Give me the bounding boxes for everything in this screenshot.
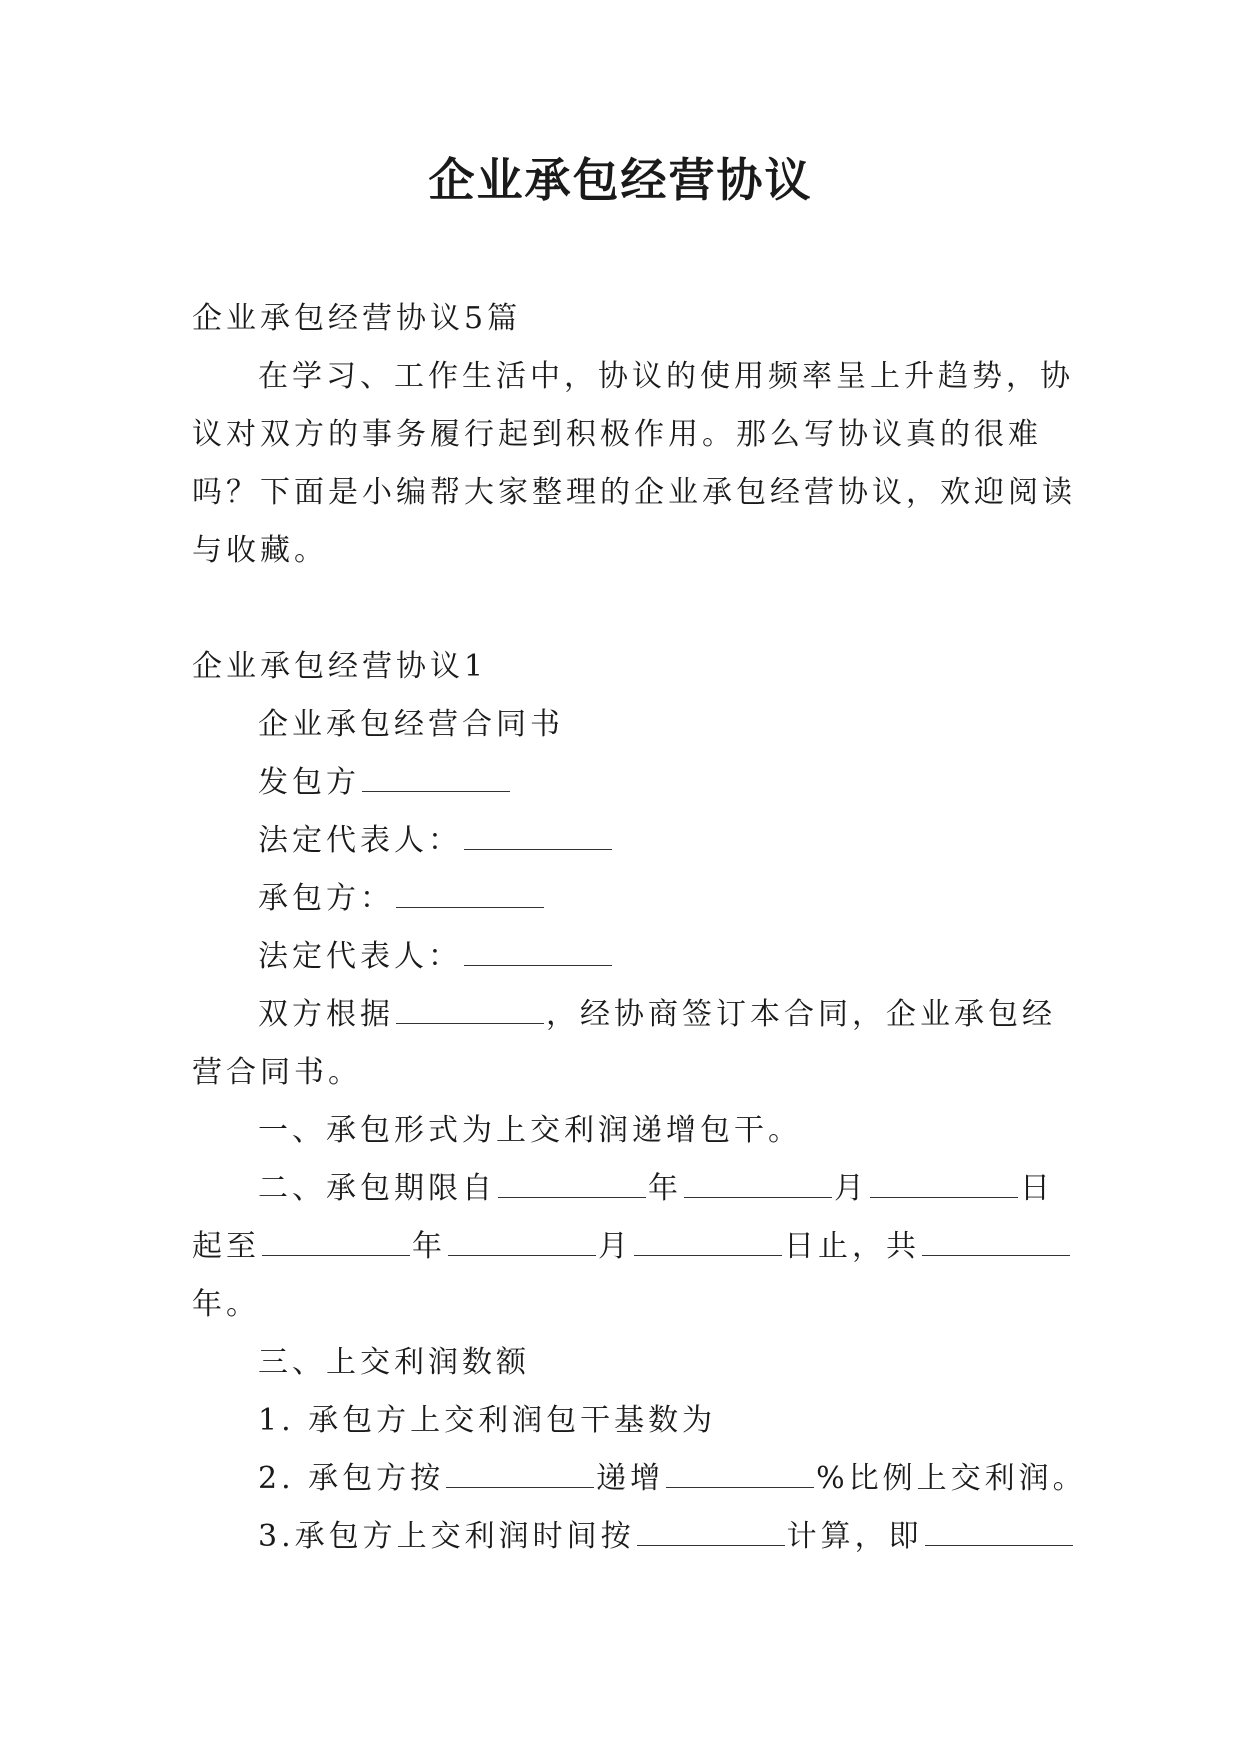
contract-title: 企业承包经营合同书	[258, 707, 564, 742]
item-2-suffix: %比例上交利润。	[816, 1461, 1087, 1496]
item-3-prefix: 3.承包方上交利润时间按	[258, 1519, 635, 1554]
item-2-blank-2	[666, 1461, 814, 1488]
start-day-blank	[870, 1171, 1018, 1198]
section-1-heading: 企业承包经营协议1	[192, 649, 488, 684]
start-day-label: 日	[1020, 1171, 1054, 1206]
party-b-blank	[396, 881, 544, 908]
basis-line-2: 营合同书。	[192, 1055, 362, 1090]
clause-2-line2-prefix: 起至	[192, 1229, 260, 1264]
item-3-blank-2	[925, 1519, 1073, 1546]
end-day-blank	[634, 1229, 782, 1256]
end-year-blank	[262, 1229, 410, 1256]
party-a-row	[192, 754, 1052, 812]
intro-line-4: 与收藏。	[192, 533, 328, 568]
legal-rep-b-row	[192, 928, 1052, 986]
item-1: 1. 承包方上交利润包干基数为	[258, 1403, 717, 1438]
legal-rep-a-row	[192, 812, 1052, 870]
basis-prefix: 双方根据	[258, 997, 394, 1032]
clause-2-row-2	[192, 1218, 1052, 1276]
spacer	[192, 580, 1052, 638]
legal-rep-b-label: 法定代表人：	[258, 939, 462, 974]
end-month-blank	[448, 1229, 596, 1256]
clause-2-row	[192, 1160, 1052, 1218]
item-3-mid: 计算，即	[786, 1519, 923, 1554]
basis-suffix: ，经协商签订本合同，企业承包经	[546, 997, 1056, 1032]
basis-row	[192, 986, 1056, 1044]
clause-1: 一、承包形式为上交利润递增包干。	[258, 1113, 802, 1148]
basis-blank	[396, 997, 544, 1024]
end-month-label: 月	[598, 1229, 632, 1264]
document-title: 企业承包经营协议	[428, 153, 813, 207]
total-years-blank	[922, 1229, 1070, 1256]
start-month-label: 月	[834, 1171, 868, 1206]
legal-rep-a-label: 法定代表人：	[258, 823, 462, 858]
end-year-label: 年	[412, 1229, 446, 1264]
start-year-label: 年	[648, 1171, 682, 1206]
subtitle: 企业承包经营协议5篇	[192, 301, 522, 336]
start-month-blank	[684, 1171, 832, 1198]
clause-2-line-3: 年。	[192, 1287, 260, 1322]
intro-line-1: 在学习、工作生活中，协议的使用频率呈上升趋势，协	[258, 359, 1074, 394]
start-year-blank	[498, 1171, 646, 1198]
intro-line-2: 议对双方的事务履行起到积极作用。那么写协议真的很难	[192, 417, 1042, 452]
clause-2-prefix: 二、承包期限自	[258, 1171, 496, 1206]
item-2-blank-1	[446, 1461, 594, 1488]
item-3-blank-1	[637, 1519, 785, 1546]
item-2-prefix: 2. 承包方按	[258, 1461, 445, 1496]
party-b-label: 承包方：	[258, 881, 394, 916]
party-a-blank	[362, 765, 510, 792]
legal-rep-b-blank	[464, 939, 612, 966]
legal-rep-a-blank	[464, 823, 612, 850]
day-until-label: 日止，共	[784, 1229, 920, 1264]
party-b-row	[192, 870, 1052, 928]
document-body	[192, 290, 1087, 1566]
intro-line-3: 吗？下面是小编帮大家整理的企业承包经营协议，欢迎阅读	[192, 475, 1076, 510]
clause-3: 三、上交利润数额	[258, 1345, 530, 1380]
party-a-label: 发包方	[258, 765, 360, 800]
item-2-row	[192, 1450, 1087, 1508]
item-3-row	[192, 1508, 1052, 1566]
item-2-mid: 递增	[596, 1461, 665, 1496]
